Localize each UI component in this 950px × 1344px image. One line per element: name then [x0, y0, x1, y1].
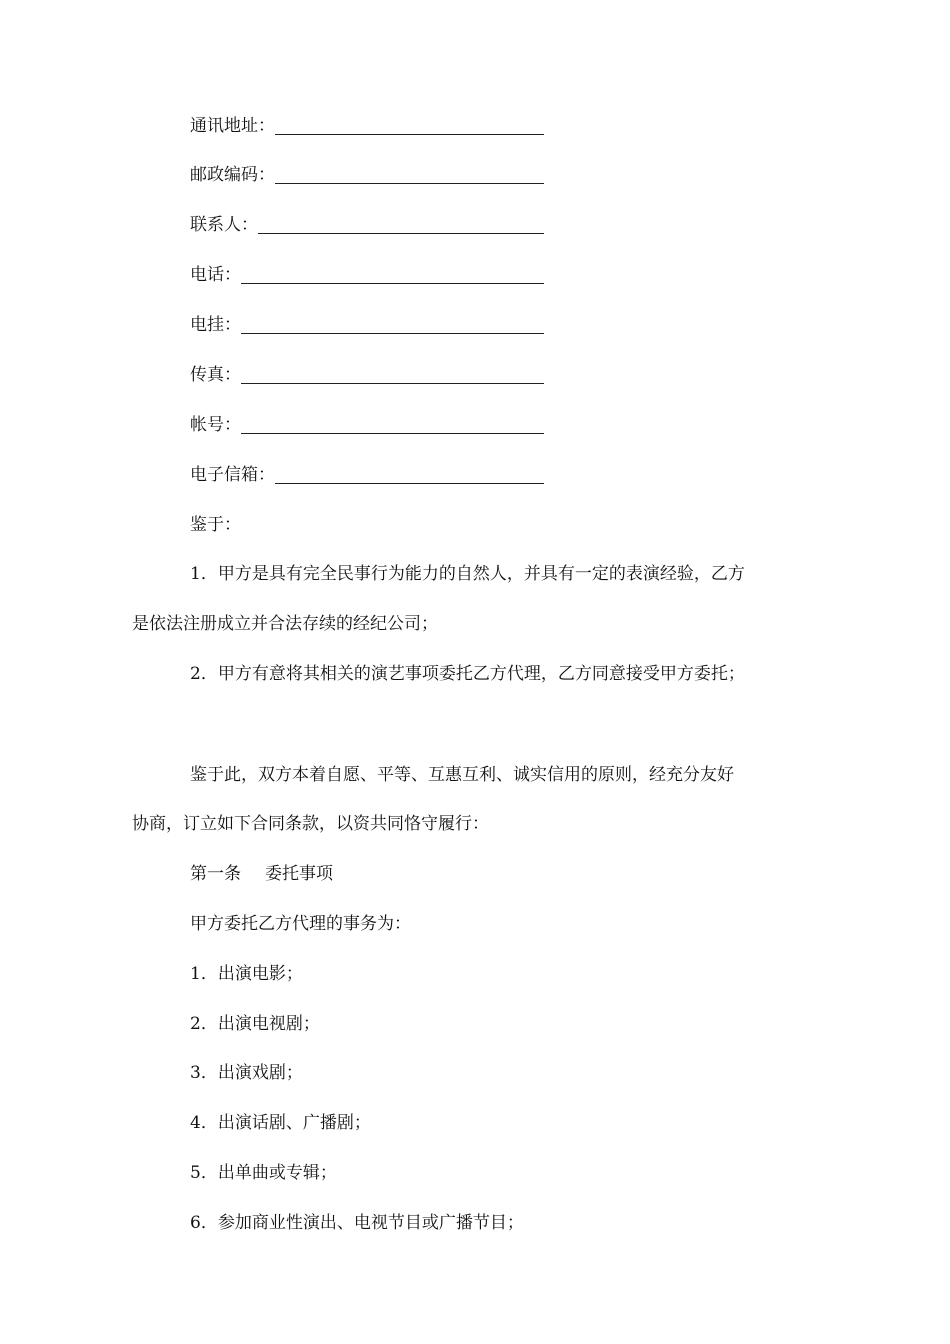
list-item: 1．出演电影；	[190, 964, 303, 984]
field-label: 帐号：	[190, 415, 241, 435]
field-telegraph	[190, 313, 550, 337]
list-item: 3．出演戏剧；	[190, 1063, 303, 1083]
blank-underline	[241, 269, 544, 284]
whereas-item-1-line-2: 是依法注册成立并合法存续的经纪公司；	[132, 614, 438, 634]
blank-underline	[258, 219, 544, 234]
field-phone	[190, 263, 550, 287]
field-label: 电话：	[190, 265, 241, 285]
field-label: 联系人：	[190, 215, 258, 235]
list-item: 5．出单曲或专辑；	[190, 1163, 337, 1183]
agreement-line-2: 协商，订立如下合同条款，以资共同恪守履行：	[132, 814, 489, 834]
field-label: 邮政编码：	[190, 165, 275, 185]
field-label: 通讯地址：	[190, 116, 275, 136]
blank-underline	[275, 120, 544, 135]
list-item: 6．参加商业性演出、电视节目或广播节目；	[190, 1213, 524, 1233]
field-contact-person	[190, 213, 550, 237]
list-item: 4．出演话剧、广播剧；	[190, 1113, 371, 1133]
blank-underline	[275, 469, 544, 484]
article-number: 第一条	[190, 864, 241, 884]
list-item: 2．出演电视剧；	[190, 1014, 320, 1034]
field-postcode	[190, 163, 550, 187]
article-1-heading	[190, 862, 333, 886]
agreement-line-1: 鉴于此，双方本着自愿、平等、互惠互利、诚实信用的原则，经充分友好	[190, 765, 734, 785]
blank-underline	[241, 369, 544, 384]
field-fax	[190, 363, 550, 387]
field-address	[190, 114, 550, 138]
field-email	[190, 463, 550, 487]
field-label: 电子信箱：	[190, 465, 275, 485]
blank-underline	[241, 319, 544, 334]
field-account	[190, 413, 550, 437]
blank-underline	[241, 419, 544, 434]
field-label: 传真：	[190, 365, 241, 385]
whereas-heading: 鉴于：	[190, 515, 241, 535]
blank-underline	[275, 169, 544, 184]
whereas-item-1-line-1: 1．甲方是具有完全民事行为能力的自然人，并具有一定的表演经验，乙方	[190, 564, 745, 584]
article-title: 委托事项	[265, 864, 333, 884]
article-1-intro: 甲方委托乙方代理的事务为：	[190, 914, 411, 934]
field-label: 电挂：	[190, 315, 241, 335]
whereas-item-2: 2．甲方有意将其相关的演艺事项委托乙方代理，乙方同意接受甲方委托；	[190, 664, 745, 684]
